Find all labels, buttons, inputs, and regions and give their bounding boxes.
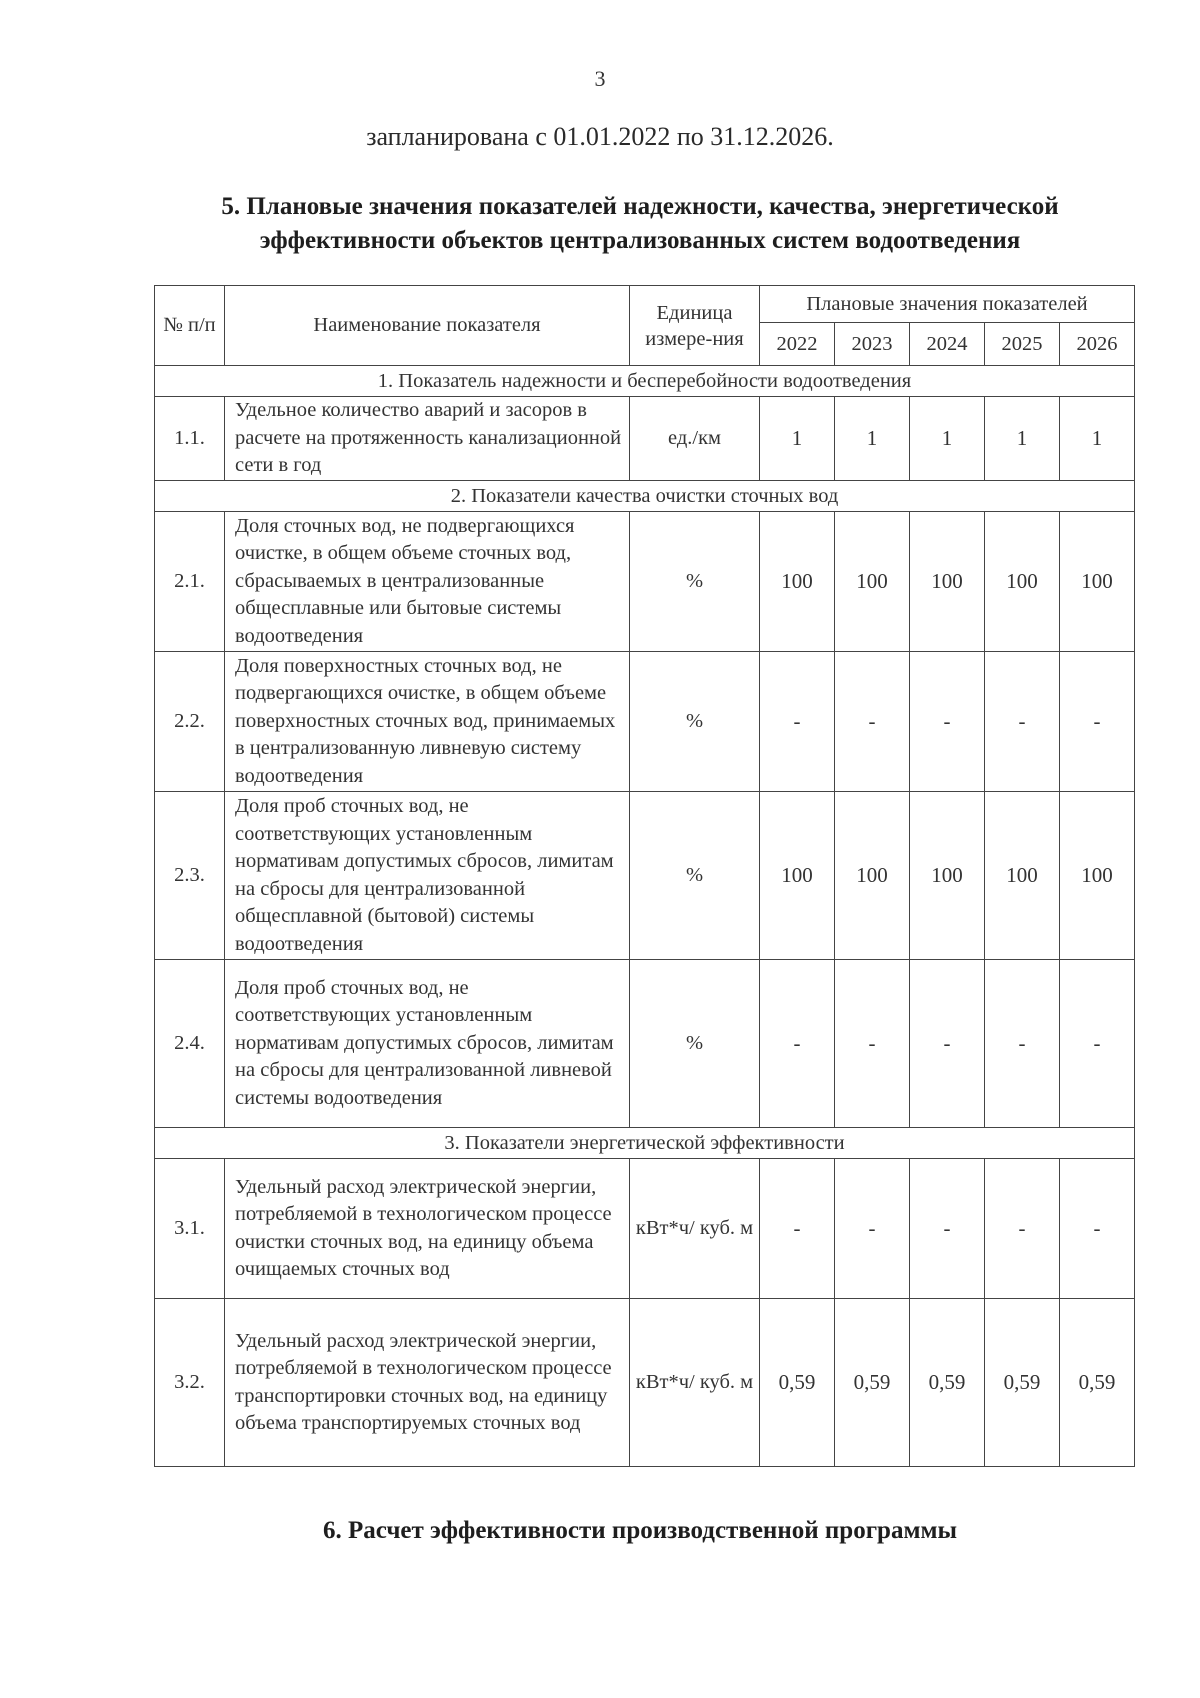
row-value: 1 (1060, 397, 1135, 481)
row-value: 100 (985, 512, 1060, 652)
row-value: - (985, 960, 1060, 1128)
table-row (155, 397, 1135, 481)
row-value: 0,59 (835, 1299, 910, 1467)
row-value: 100 (835, 792, 910, 960)
row-value: 100 (1060, 792, 1135, 960)
row-value: 1 (835, 397, 910, 481)
row-value: - (835, 1159, 910, 1299)
group-row (155, 366, 1135, 397)
header-year: 2025 (985, 323, 1060, 366)
row-value: - (835, 960, 910, 1128)
row-value: - (760, 960, 835, 1128)
table-row (155, 652, 1135, 792)
row-value: 100 (910, 792, 985, 960)
row-value: 1 (760, 397, 835, 481)
header-year: 2026 (1060, 323, 1135, 366)
row-num: 3.1. (155, 1159, 225, 1299)
section6-title: 6. Расчет эффективности производственной программы (322, 1517, 958, 1544)
header-year: 2024 (910, 323, 985, 366)
row-value: 0,59 (910, 1299, 985, 1467)
indicators-table (154, 285, 1135, 1467)
row-name: Доля проб сточных вод, не соответствующих установленным нормативам допустимых сбросов, лимитам на сбросы для централизованной общесплавной (бытовой) системы водоотведения (225, 792, 630, 960)
row-num: 1.1. (155, 397, 225, 481)
group-row (155, 481, 1135, 512)
row-value: - (1060, 652, 1135, 792)
header-unit: Единица измере-ния (630, 286, 760, 366)
row-value: - (760, 1159, 835, 1299)
row-unit: % (630, 512, 760, 652)
row-value: - (985, 652, 1060, 792)
section5-title-line2: эффективности объектов централизованных систем водоотведения (259, 227, 1021, 254)
row-unit: % (630, 960, 760, 1128)
row-value: 100 (835, 512, 910, 652)
row-value: - (835, 652, 910, 792)
row-value: 1 (985, 397, 1060, 481)
header-year: 2023 (835, 323, 910, 366)
group-title: 1. Показатель надежности и бесперебойности водоотведения (155, 366, 1135, 397)
table-row (155, 792, 1135, 960)
row-name: Удельное количество аварий и засоров в расчете на протяженность канализационной сети в год (225, 397, 630, 481)
row-num: 2.4. (155, 960, 225, 1128)
intro-line: запланирована с 01.01.2022 по 31.12.2026. (366, 122, 834, 151)
table-row (155, 960, 1135, 1128)
header-name: Наименование показателя (225, 286, 630, 366)
row-unit: кВт*ч/ куб. м (630, 1159, 760, 1299)
row-value: - (910, 652, 985, 792)
row-value: 0,59 (1060, 1299, 1135, 1467)
row-value: 100 (760, 512, 835, 652)
page-number: 3 (594, 66, 606, 91)
row-value: 0,59 (760, 1299, 835, 1467)
row-value: 100 (910, 512, 985, 652)
row-num: 2.3. (155, 792, 225, 960)
row-num: 2.2. (155, 652, 225, 792)
header-plan: Плановые значения показателей (760, 286, 1135, 323)
header-year: 2022 (760, 323, 835, 366)
row-unit: % (630, 652, 760, 792)
row-name: Доля сточных вод, не подвергающихся очистке, в общем объеме сточных вод, сбрасываемых в централизованные общесплавные или бытовые системы водоотведения (225, 512, 630, 652)
row-unit: кВт*ч/ куб. м (630, 1299, 760, 1467)
group-row (155, 1128, 1135, 1159)
header-num: № п/п (155, 286, 225, 366)
row-value: 0,59 (985, 1299, 1060, 1467)
section5-title (150, 190, 1130, 258)
row-unit: ед./км (630, 397, 760, 481)
row-value: - (985, 1159, 1060, 1299)
table-row (155, 1159, 1135, 1299)
row-value: - (910, 960, 985, 1128)
table-row (155, 1299, 1135, 1467)
row-value: - (1060, 960, 1135, 1128)
group-title: 2. Показатели качества очистки сточных вод (155, 481, 1135, 512)
row-value: 1 (910, 397, 985, 481)
row-name: Удельный расход электрической энергии, потребляемой в технологическом процессе транспортировки сточных вод, на единицу объема транспортируемых сточных вод (225, 1299, 630, 1467)
table-row (155, 512, 1135, 652)
group-title: 3. Показатели энергетической эффективности (155, 1128, 1135, 1159)
row-value: 100 (760, 792, 835, 960)
row-value: 100 (985, 792, 1060, 960)
row-value: 100 (1060, 512, 1135, 652)
row-name: Удельный расход электрической энергии, потребляемой в технологическом процессе очистки сточных вод, на единицу объема очищаемых сточных вод (225, 1159, 630, 1299)
row-value: - (1060, 1159, 1135, 1299)
section5-title-line1: 5. Плановые значения показателей надежности, качества, энергетической (221, 193, 1059, 220)
row-name: Доля поверхностных сточных вод, не подвергающихся очистке, в общем объеме поверхностных сточных вод, принимаемых в централизованную ливневую систему водоотведения (225, 652, 630, 792)
row-value: - (760, 652, 835, 792)
row-value: - (910, 1159, 985, 1299)
row-unit: % (630, 792, 760, 960)
row-num: 2.1. (155, 512, 225, 652)
row-num: 3.2. (155, 1299, 225, 1467)
row-name: Доля проб сточных вод, не соответствующих установленным нормативам допустимых сбросов, лимитам на сбросы для централизованной ливневой системы водоотведения (225, 960, 630, 1128)
